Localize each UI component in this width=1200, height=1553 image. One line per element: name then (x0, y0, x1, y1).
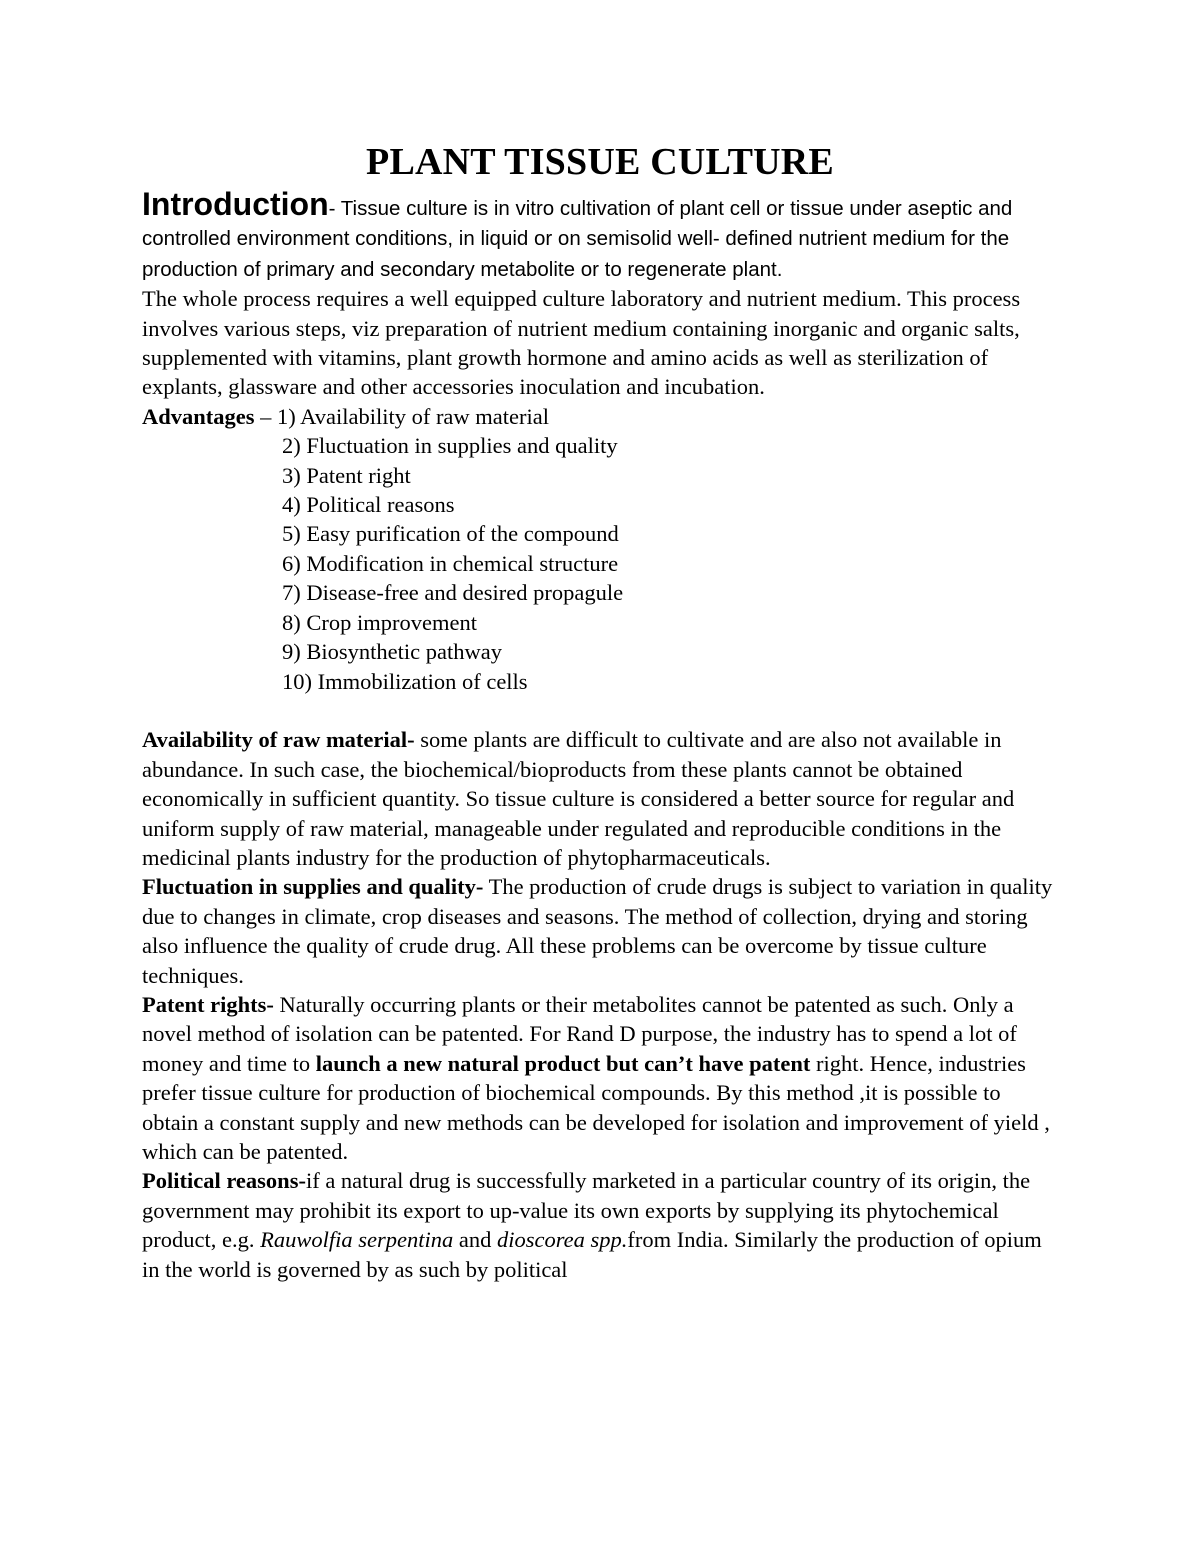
advantages-list (142, 431, 1062, 696)
political-text-a: if a natural drug is successfully marketed in a particular country of its origin, the government may prohibit its export to up-value its own exports by supplying its phytochemical product, e.g. (142, 1168, 1031, 1253)
list-item: 8) Crop improvement (282, 609, 477, 635)
intro-text: Tissue culture is in vitro cultivation of plant cell or tissue under aseptic and controlled environment conditions, in liquid or on semisolid well- defined nutrient medium for the production of primary and secondary metabolite or to regenerate plant. (142, 197, 1013, 281)
political-heading: Political reasons- (142, 1168, 306, 1194)
raw-material-paragraph (142, 725, 1062, 872)
patent-text-b: right. Hence, industries prefer tissue culture for production of biochemical compounds. By this method ,it is possible to obtain a constant supply and new methods can be developed for isolation and improvement of yield , which can be patented. (142, 1050, 1050, 1164)
patent-heading: Patent rights- (142, 991, 274, 1017)
document-body (142, 186, 1062, 1284)
patent-paragraph (142, 990, 1062, 1166)
species-name-rauwolfia: Rauwolfia serpentina (260, 1227, 454, 1253)
fluctuation-text: The production of crude drugs is subject to variation in quality due to changes in climate, crop diseases and seasons. The method of collection, drying and storing also influence the quality of crude drug. All these problems can be overcome by tissue culture techniques. (142, 874, 1053, 988)
political-text-b: and (453, 1227, 497, 1253)
advantages-first-line (142, 402, 1062, 431)
process-paragraph: The whole process requires a well equipped culture laboratory and nutrient medium. This process involves various steps, viz preparation of nutrient medium containing inorganic and organic salts, supplemented with vitamins, plant growth hormone and amino acids as well as sterilization of explants, glassware and other accessories inoculation and incubation. (142, 286, 1021, 400)
intro-paragraph (142, 186, 1062, 284)
political-paragraph (142, 1166, 1062, 1284)
list-item: 7) Disease-free and desired propagule (282, 580, 624, 606)
blank-line (142, 696, 1062, 725)
patent-text-a: Naturally occurring plants or their metabolites cannot be patented as such. Only a novel method of isolation can be patented. For Rand D purpose, the industry has to spend a lot of money and time to (142, 991, 1017, 1076)
raw-material-text: some plants are difficult to cultivate and are also not available in abundance. In such case, the biochemical/bioproducts from these plants cannot be obtained economically in sufficient quantity. So tissue culture is considered a better source for regular and uniform supply of raw material, manageable under regulated and reproducible conditions in the medicinal plants industry for the production of phytopharmaceuticals. (142, 727, 1015, 870)
political-text-c: from India. Similarly the production of opium in the world is governed by as such by political (142, 1227, 1042, 1282)
raw-material-heading: Availability of raw material- (142, 727, 415, 753)
intro-dash: - (328, 197, 341, 220)
list-item: 9) Biosynthetic pathway (282, 639, 502, 665)
list-item: 4) Political reasons (282, 492, 455, 518)
list-item: 6) Modification in chemical structure (282, 550, 619, 576)
list-item: 2) Fluctuation in supplies and quality (282, 433, 618, 459)
intro-heading: Introduction (142, 186, 329, 222)
advantages-heading: Advantages (142, 403, 255, 429)
advantages-dash: – (254, 403, 278, 429)
advantages-item-1: 1) Availability of raw material (277, 403, 550, 429)
fluctuation-heading: Fluctuation in supplies and quality- (142, 874, 484, 900)
list-item: 10) Immobilization of cells (282, 668, 528, 694)
list-item: 5) Easy purification of the compound (282, 521, 619, 547)
page-title: PLANT TISSUE CULTURE (366, 141, 834, 183)
patent-text-bold: launch a new natural product but can’t have patent (315, 1050, 811, 1076)
list-item: 3) Patent right (282, 462, 411, 488)
fluctuation-paragraph (142, 872, 1062, 990)
species-name-dioscorea: dioscorea spp. (496, 1227, 628, 1253)
